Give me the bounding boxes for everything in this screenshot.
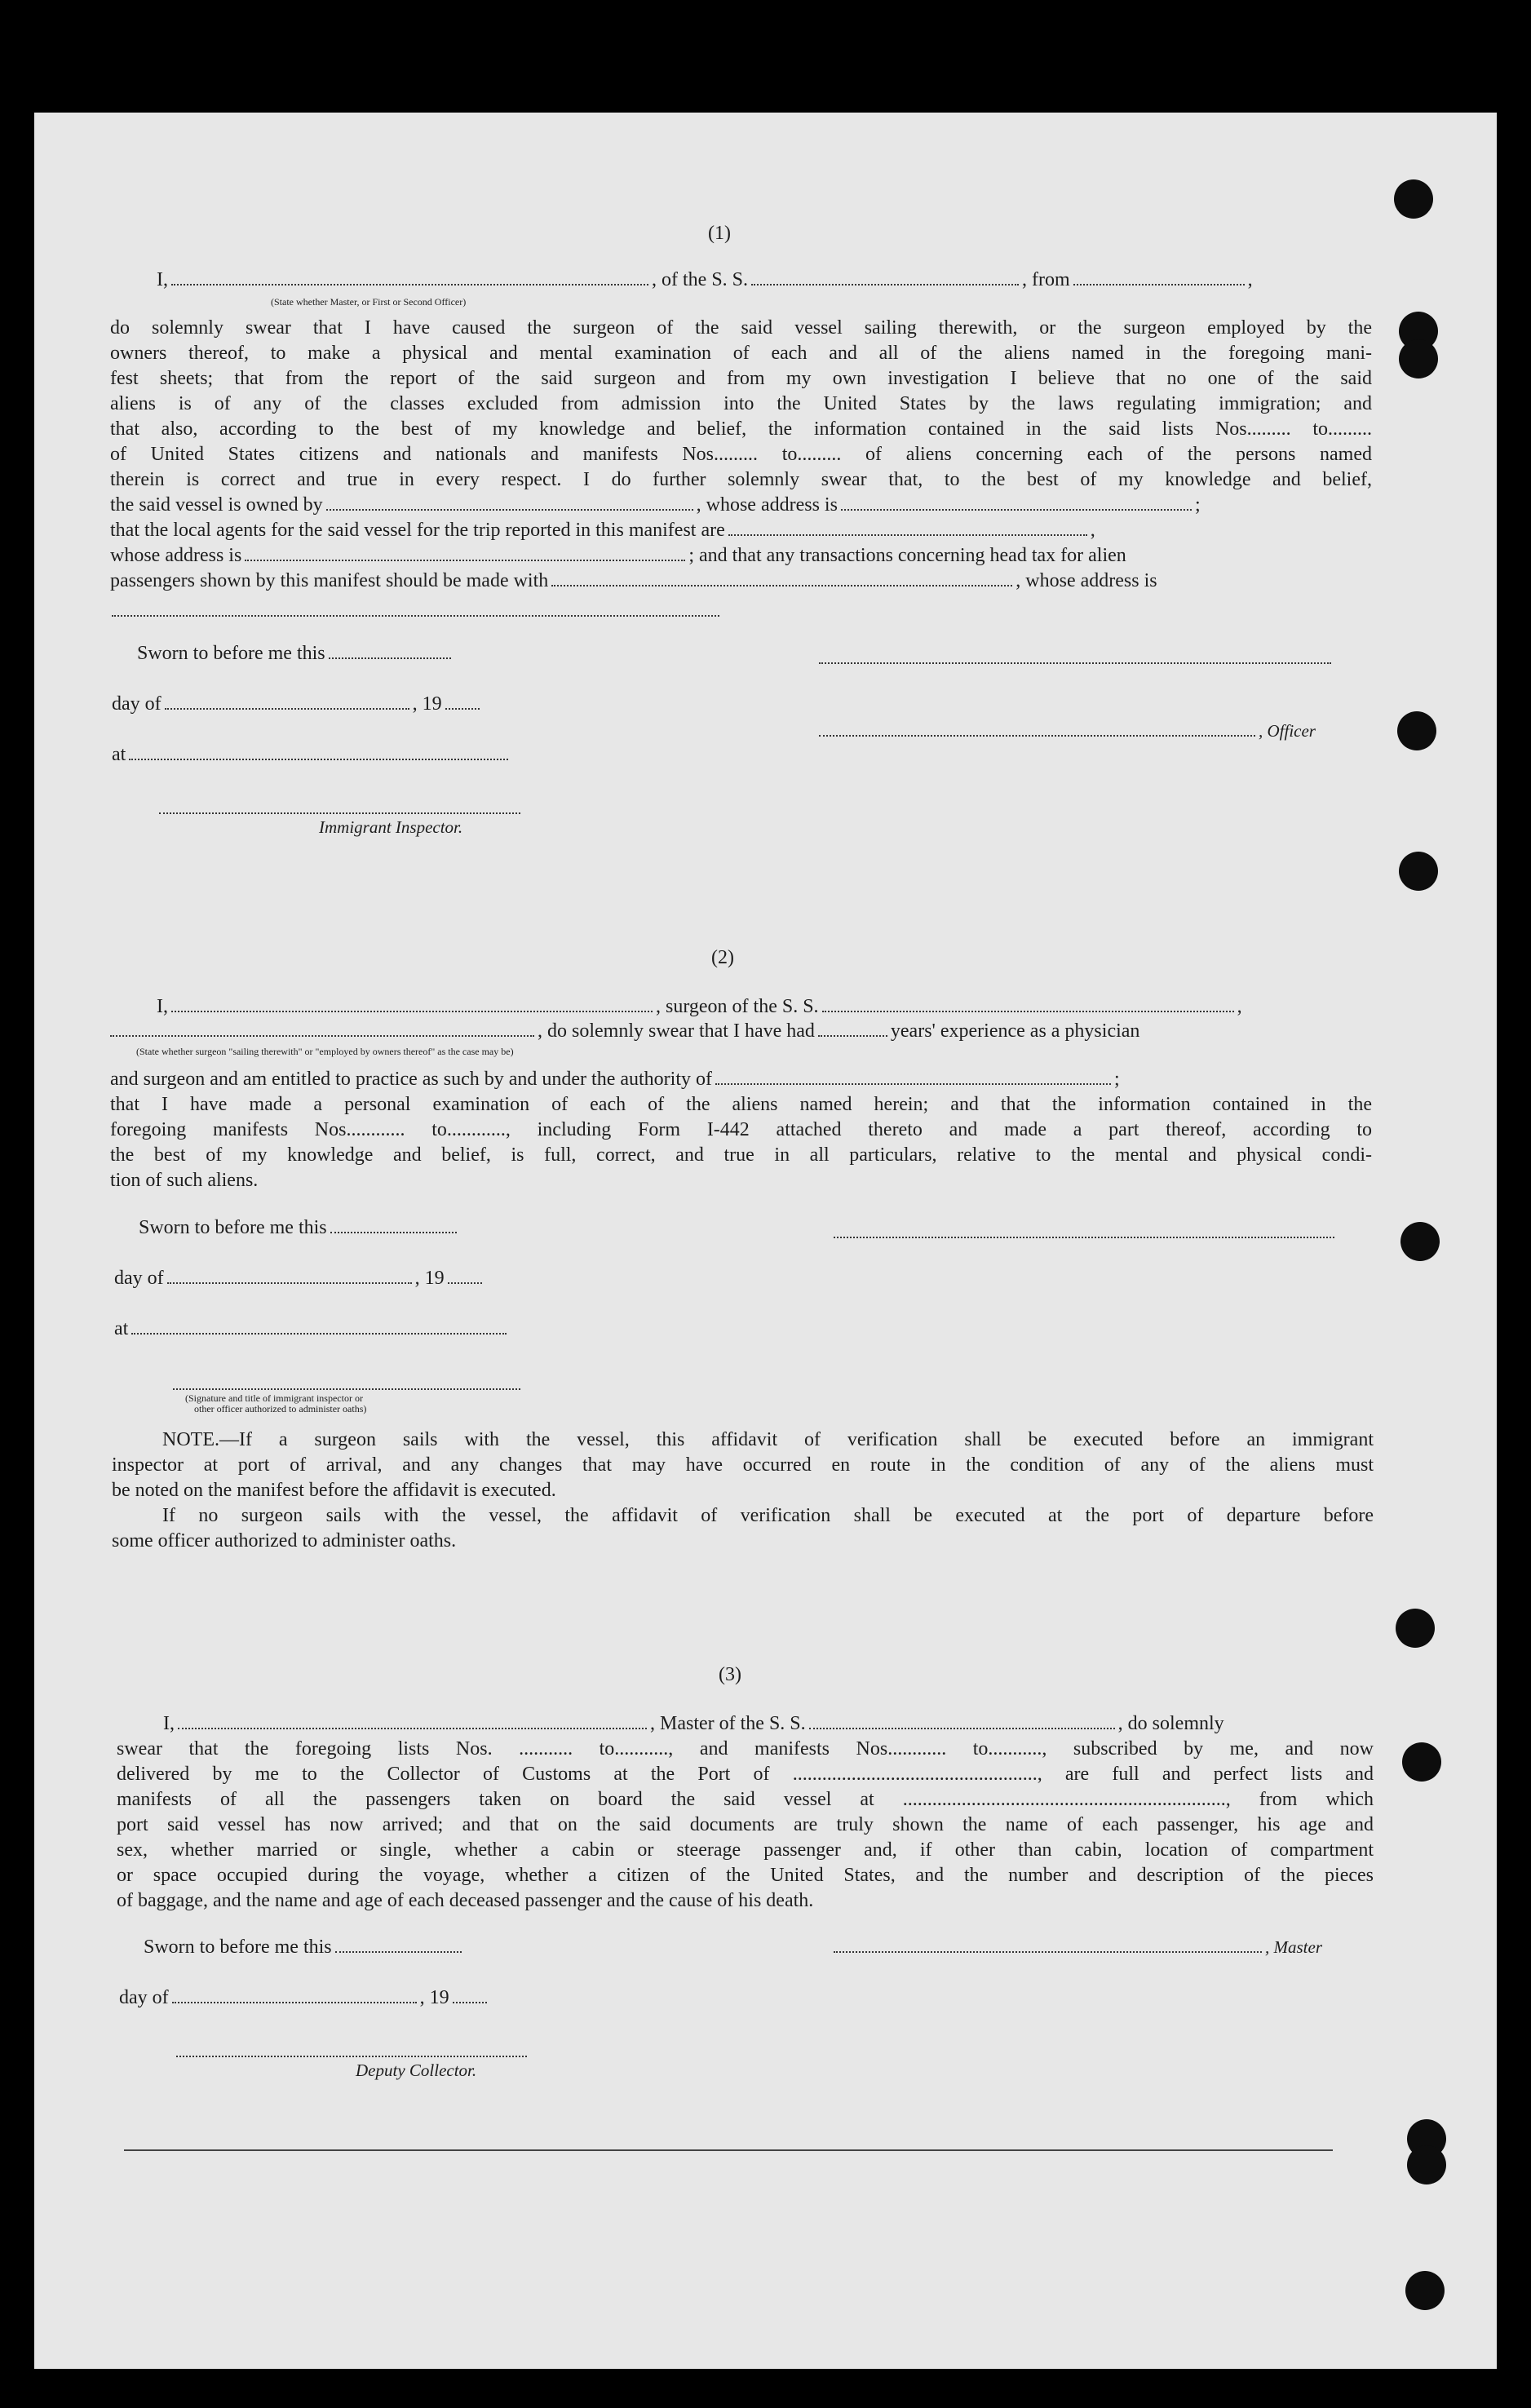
sig-note-1: (Signature and title of immigrant inspector or bbox=[185, 1392, 363, 1404]
section-3-number: (3) bbox=[719, 1664, 741, 1685]
sworn-line bbox=[139, 1215, 460, 1240]
blank-sworn-date[interactable] bbox=[329, 657, 451, 659]
blank-head-tax[interactable] bbox=[551, 584, 1012, 587]
experience-line bbox=[110, 1019, 1139, 1043]
document-page bbox=[34, 113, 1497, 2369]
blank-ship[interactable] bbox=[822, 1010, 1234, 1012]
section-1-body bbox=[110, 316, 1372, 493]
at-line bbox=[114, 1317, 510, 1341]
body-line: delivered by me to the Collector of Customs at the Port of .................................................., are full and perfect lists and bbox=[117, 1764, 1374, 1785]
blank-surgeon-type[interactable] bbox=[110, 1034, 534, 1037]
officer-signature[interactable] bbox=[819, 734, 1255, 737]
text: the said vessel is owned by bbox=[110, 494, 323, 516]
body-line: the best of my knowledge and belief, is full, correct, and true in all particulars, relative to the mental and physical condi- bbox=[110, 1144, 1372, 1166]
officer-signature-top[interactable] bbox=[819, 662, 1331, 664]
text: ; bbox=[1114, 1069, 1120, 1090]
punch-hole bbox=[1399, 852, 1438, 891]
inspector-signature[interactable] bbox=[159, 812, 520, 814]
text: , bbox=[1237, 996, 1242, 1017]
authority-line bbox=[110, 1067, 1120, 1091]
blank-officer[interactable] bbox=[171, 283, 648, 286]
text: that the local agents for the said vessel for the trip reported in this manifest are bbox=[110, 520, 725, 541]
blank-head-tax-address[interactable] bbox=[112, 615, 719, 617]
deputy-label: Deputy Collector. bbox=[356, 2061, 477, 2080]
text: day of bbox=[119, 1987, 169, 2008]
body-line: that I have made a personal examination of each of the aliens named herein; and that the information contained in the bbox=[110, 1094, 1372, 1115]
blank-sworn-date[interactable] bbox=[335, 1950, 462, 1953]
master-label: , Master bbox=[1265, 1937, 1322, 1957]
blank-agents[interactable] bbox=[728, 533, 1087, 536]
blank-master-name[interactable] bbox=[178, 1727, 647, 1729]
note-last-line: be noted on the manifest before the affidavit is executed. bbox=[112, 1480, 556, 1501]
blank-authority[interactable] bbox=[715, 1082, 1111, 1085]
text: years' experience as a physician bbox=[890, 1020, 1140, 1042]
deputy-signature[interactable] bbox=[176, 2056, 527, 2057]
blank-at[interactable] bbox=[131, 1332, 507, 1335]
text: , 19 bbox=[414, 1268, 445, 1289]
local-agents-line bbox=[110, 518, 1095, 542]
punch-hole bbox=[1394, 179, 1433, 219]
text: passengers shown by this manifest should be made with bbox=[110, 570, 549, 591]
note-line: If no surgeon sails with the vessel, the affidavit of verification shall be executed at the port of departure before bbox=[162, 1505, 1374, 1526]
body-line: port said vessel has now arrived; and that on the said documents are truly shown the name of each passenger, his age and bbox=[117, 1814, 1374, 1835]
text: , bbox=[1247, 269, 1253, 290]
note-surgeon: (State whether surgeon "sailing therewith" or "employed by owners thereof" as the case may be) bbox=[136, 1046, 514, 1057]
body-line: therein is correct and true in every respect. I do further solemnly swear that, to the best of my knowledge and belief, bbox=[110, 469, 1372, 490]
blank-ship[interactable] bbox=[809, 1727, 1115, 1729]
text: , from bbox=[1022, 269, 1070, 290]
text: Sworn to before me this bbox=[137, 643, 325, 664]
inspector-signature[interactable] bbox=[173, 1388, 520, 1390]
text: whose address is bbox=[110, 545, 242, 566]
sworn-line bbox=[137, 641, 454, 666]
text: , surgeon of the S. S. bbox=[656, 996, 819, 1017]
text: at bbox=[114, 1318, 129, 1339]
text: , 19 bbox=[419, 1987, 449, 2008]
text: , do solemnly bbox=[1117, 1713, 1224, 1734]
text: , Master of the S. S. bbox=[650, 1713, 806, 1734]
blank-at[interactable] bbox=[129, 758, 508, 760]
body-last-line: tion of such aliens. bbox=[110, 1170, 259, 1191]
blank-owner-address[interactable] bbox=[841, 508, 1192, 511]
body-line: of United States citizens and nationals and manifests Nos......... to......... of aliens concerning each of the persons named bbox=[110, 444, 1372, 465]
day-of-line bbox=[114, 1266, 485, 1290]
text: ; bbox=[1194, 494, 1201, 516]
text: , 19 bbox=[412, 693, 442, 715]
day-of-line bbox=[119, 1985, 490, 2010]
body-line: or space occupied during the voyage, whether a citizen of the United States, and the number and description of the pieces bbox=[117, 1865, 1374, 1886]
oath-master-line bbox=[163, 1711, 1224, 1736]
owned-by-line bbox=[110, 493, 1201, 517]
agent-address-line bbox=[110, 543, 1126, 568]
blank-owner[interactable] bbox=[326, 508, 693, 511]
text: ; and that any transactions concerning head tax for alien bbox=[688, 545, 1126, 566]
inspector-label: Immigrant Inspector. bbox=[319, 817, 463, 837]
punch-hole bbox=[1402, 1742, 1441, 1782]
text: Sworn to before me this bbox=[139, 1217, 327, 1238]
text: I, bbox=[157, 996, 168, 1017]
blank-sworn-date[interactable] bbox=[330, 1231, 457, 1233]
body-line: do solemnly swear that I have caused the surgeon of the said vessel sailing therewith, or the surgeon employed by the bbox=[110, 317, 1372, 339]
blank-ship[interactable] bbox=[751, 283, 1019, 286]
blank-surgeon-name[interactable] bbox=[171, 1010, 653, 1012]
body-line: foregoing manifests Nos............ to............, including Form I-442 attached thereto and made a part thereof, according to bbox=[110, 1119, 1372, 1140]
body-line: sex, whether married or single, whether a cabin or steerage passenger and, if other than cabin, location of compartment bbox=[117, 1839, 1374, 1861]
text: and surgeon and am entitled to practice as such by and under the authority of bbox=[110, 1069, 712, 1090]
oath-surgeon-line bbox=[157, 994, 1242, 1019]
text: day of bbox=[114, 1268, 164, 1289]
text: I, bbox=[157, 269, 168, 290]
blank-years[interactable] bbox=[818, 1034, 887, 1037]
section-1-number: (1) bbox=[708, 223, 731, 244]
blank-year[interactable] bbox=[453, 2001, 487, 2003]
sworn-line bbox=[144, 1935, 465, 1959]
officer-line bbox=[819, 719, 1316, 743]
body-line: that also, according to the best of my knowledge and belief, the information contained in the said lists Nos......... to......... bbox=[110, 418, 1372, 440]
bottom-rule bbox=[124, 2149, 1333, 2151]
text: , bbox=[1090, 520, 1095, 541]
text: at bbox=[112, 744, 126, 765]
note-line: NOTE.—If a surgeon sails with the vessel, this affidavit of verification shall be executed before an immigrant bbox=[162, 1429, 1374, 1450]
text: , whose address is bbox=[696, 494, 838, 516]
body-line: swear that the foregoing lists Nos. ........... to..........., and manifests Nos............ to..........., subscribed by me, and now bbox=[117, 1738, 1374, 1760]
text: , do solemnly swear that I have had bbox=[538, 1020, 815, 1042]
punch-hole bbox=[1399, 339, 1438, 378]
at-line bbox=[112, 742, 511, 767]
body-line: fest sheets; that from the report of the said surgeon and from my own investigation I believe that no one of the said bbox=[110, 368, 1372, 389]
note2-last-line: some officer authorized to administer oaths. bbox=[112, 1530, 457, 1551]
head-tax-line bbox=[110, 569, 1157, 593]
oath-officer-line bbox=[157, 268, 1253, 292]
text: Sworn to before me this bbox=[144, 1937, 332, 1958]
note-officer: (State whether Master, or First or Second Officer) bbox=[271, 296, 467, 308]
day-of-line bbox=[112, 692, 483, 716]
blank-agent-address[interactable] bbox=[245, 559, 685, 561]
body-line: aliens is of any of the classes excluded from admission into the United States by the laws regulating immigration; and bbox=[110, 393, 1372, 414]
punch-hole bbox=[1405, 2271, 1445, 2310]
text: , of the S. S. bbox=[652, 269, 749, 290]
body-line: owners thereof, to make a physical and mental examination of each and all of the aliens named in the foregoing mani- bbox=[110, 343, 1372, 364]
section-2-body bbox=[110, 1092, 1372, 1168]
blank-month[interactable] bbox=[165, 707, 409, 710]
section-3-body bbox=[117, 1737, 1374, 1888]
surgeon-signature[interactable] bbox=[834, 1237, 1334, 1238]
blank-month[interactable] bbox=[172, 2001, 417, 2003]
body-line: manifests of all the passengers taken on board the said vessel at .................................................................., from which bbox=[117, 1789, 1374, 1810]
section-2-number: (2) bbox=[711, 947, 734, 968]
text: day of bbox=[112, 693, 162, 715]
master-line bbox=[834, 1935, 1322, 1959]
body-last-line: of baggage, and the name and age of each deceased passenger and the cause of his death. bbox=[117, 1890, 814, 1911]
sig-note-2: other officer authorized to administer oaths) bbox=[194, 1403, 367, 1414]
blank-from[interactable] bbox=[1073, 283, 1245, 286]
officer-label: , Officer bbox=[1259, 721, 1316, 741]
note-line: inspector at port of arrival, and any changes that may have occurred en route in the condition of any of the aliens must bbox=[112, 1454, 1374, 1476]
note2-paragraph bbox=[112, 1503, 1374, 1529]
blank-year[interactable] bbox=[445, 707, 480, 710]
master-signature[interactable] bbox=[834, 1950, 1262, 1953]
punch-hole bbox=[1396, 1609, 1435, 1648]
text: I, bbox=[163, 1713, 175, 1734]
blank-year[interactable] bbox=[448, 1281, 482, 1284]
punch-hole bbox=[1400, 1222, 1440, 1261]
text: , whose address is bbox=[1016, 570, 1157, 591]
blank-month[interactable] bbox=[167, 1281, 412, 1284]
punch-hole bbox=[1397, 711, 1436, 750]
punch-hole bbox=[1407, 2145, 1446, 2184]
note-paragraph bbox=[112, 1428, 1374, 1478]
